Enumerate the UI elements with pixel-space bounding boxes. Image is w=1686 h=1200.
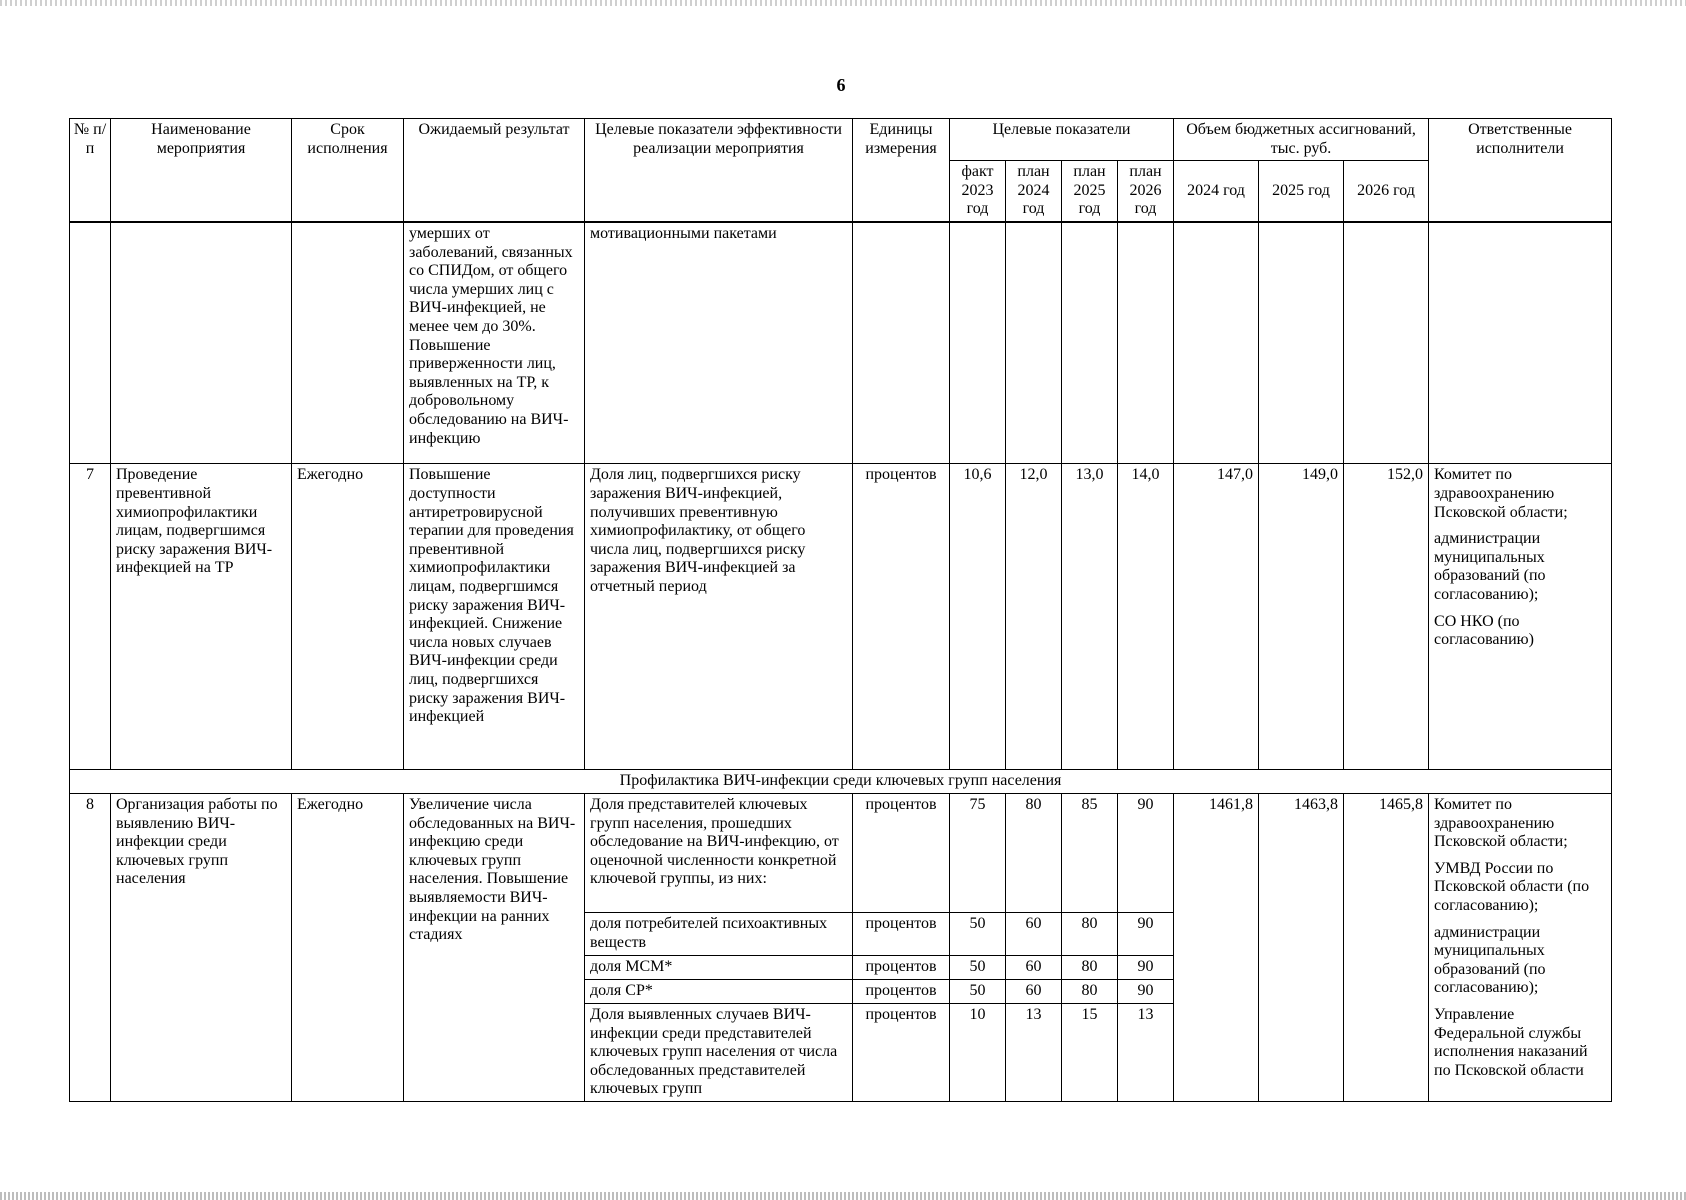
row8-indicator-plan-2024: 13 — [1006, 1004, 1062, 1102]
header-executors: Ответственные исполнители — [1429, 119, 1612, 222]
row7-budget-2025: 149,0 — [1259, 464, 1344, 770]
header-targets: Целевые показатели — [950, 119, 1174, 161]
cell-empty — [1429, 222, 1612, 464]
row8-indicator-text: Доля представителей ключевых групп населения, прошедших обследование на ВИЧ-инфекцию, от оценочной численности конкретной ключевой группы, из них: — [585, 794, 853, 913]
row8-indicator-plan-2026: 13 — [1118, 1004, 1174, 1102]
row7-plan-2024: 12,0 — [1006, 464, 1062, 770]
row8-indicator-text: доля потребителей психоактивных веществ — [585, 913, 853, 956]
continued-indicator: мотивационными пакетами — [585, 222, 853, 464]
row8-indicator-fact-2023: 50 — [950, 980, 1006, 1004]
cell-empty — [1006, 222, 1062, 464]
row8-indicator-unit: процентов — [853, 794, 950, 913]
row8-indicator-plan-2024: 60 — [1006, 956, 1062, 980]
row8-indicator-plan-2025: 15 — [1062, 1004, 1118, 1102]
row7-executor: Комитет по здравоохранению Псковской области; — [1434, 466, 1568, 521]
cell-empty — [292, 222, 404, 464]
header-plan-2026: план 2026 год — [1118, 161, 1174, 222]
row7-plan-2026: 14,0 — [1118, 464, 1174, 770]
row7-fact-2023: 10,6 — [950, 464, 1006, 770]
row8-indicator-text: доля СР* — [585, 980, 853, 1004]
row8-indicator-unit: процентов — [853, 1004, 950, 1102]
row8-indicator-plan-2025: 80 — [1062, 956, 1118, 980]
row8-indicator-unit: процентов — [853, 956, 950, 980]
cell-empty — [950, 222, 1006, 464]
row7-term: Ежегодно — [292, 464, 404, 770]
row8-indicator-fact-2023: 10 — [950, 1004, 1006, 1102]
row8-indicator-plan-2026: 90 — [1118, 913, 1174, 956]
row7-name: Проведение превентивной химиопрофилактики лицам, подвергшимся риску заражения ВИЧ-инфекцией на ТР — [111, 464, 292, 770]
cell-empty — [70, 222, 111, 464]
row8-indicator-plan-2026: 90 — [1118, 956, 1174, 980]
section-row — [70, 770, 1612, 794]
header-units: Единицы измерения — [853, 119, 950, 222]
header-num: № п/п — [70, 119, 111, 222]
table-row-continued — [70, 222, 1612, 464]
table-row-8 — [70, 794, 1612, 913]
row8-indicator-plan-2025: 80 — [1062, 980, 1118, 1004]
header-row-1 — [70, 119, 1612, 161]
row8-indicator-plan-2024: 80 — [1006, 794, 1062, 913]
row7-result: Повышение доступности антиретровирусной терапии для проведения превентивной химиопрофилактики лицам, подвергшимся риску заражения ВИЧ-инфекцией. Снижение числа новых случаев ВИЧ-инфекции среди лиц, подвергшихся риску заражения ВИЧ-инфекцией — [404, 464, 585, 770]
row8-indicator-plan-2026: 90 — [1118, 794, 1174, 913]
row8-budget-2024: 1461,8 — [1174, 794, 1259, 1102]
action-plan-table — [69, 118, 1612, 1102]
row8-indicator-plan-2025: 85 — [1062, 794, 1118, 913]
header-budget-2026: 2026 год — [1344, 161, 1429, 222]
table-row-7 — [70, 464, 1612, 770]
cell-empty — [1174, 222, 1259, 464]
cell-empty — [1259, 222, 1344, 464]
row7-executors — [1429, 464, 1612, 770]
row7-plan-2025: 13,0 — [1062, 464, 1118, 770]
continued-result: умерших от заболеваний, связанных со СПИДом, от общего числа умерших лиц с ВИЧ-инфекцией, не менее чем до 30%. Повышение приверженности лиц, выявленных на ТР, к добровольному обследованию на ВИЧ-инфекцию — [404, 222, 585, 464]
row8-indicator-unit: процентов — [853, 980, 950, 1004]
row8-executor: УМВД России по Псковской области (по согласованию); — [1434, 859, 1590, 915]
row8-indicator-fact-2023: 50 — [950, 913, 1006, 956]
header-indicators: Целевые показатели эффективности реализации мероприятия — [585, 119, 853, 222]
cell-empty — [1062, 222, 1118, 464]
row8-indicator-fact-2023: 50 — [950, 956, 1006, 980]
row8-indicator-plan-2026: 90 — [1118, 980, 1174, 1004]
header-term: Срок исполнения — [292, 119, 404, 222]
row8-indicator-plan-2024: 60 — [1006, 913, 1062, 956]
row7-budget-2024: 147,0 — [1174, 464, 1259, 770]
cell-empty — [1118, 222, 1174, 464]
row7-unit: процентов — [853, 464, 950, 770]
header-budget-2024: 2024 год — [1174, 161, 1259, 222]
row8-executor: Управление Федеральной службы исполнения наказаний по Псковской области — [1434, 1006, 1588, 1079]
row7-executor: администрации муниципальных образований (по согласованию); — [1434, 530, 1546, 604]
scan-edge-top — [0, 0, 1686, 6]
page-number: 6 — [836, 75, 846, 95]
header-budget: Объем бюджетных ассигнований, тыс. руб. — [1174, 119, 1429, 161]
header-result: Ожидаемый результат — [404, 119, 585, 222]
header-fact-2023: факт 2023 год — [950, 161, 1006, 222]
header-plan-2025: план 2025 год — [1062, 161, 1118, 222]
row8-term: Ежегодно — [292, 794, 404, 1102]
scan-edge-bottom — [0, 1192, 1686, 1200]
row8-name: Организация работы по выявлению ВИЧ-инфекции среди ключевых групп населения — [111, 794, 292, 1102]
row7-num: 7 — [70, 464, 111, 770]
row7-budget-2026: 152,0 — [1344, 464, 1429, 770]
cell-empty — [111, 222, 292, 464]
row8-indicator-plan-2024: 60 — [1006, 980, 1062, 1004]
row7-indicator: Доля лиц, подвергшихся риску заражения ВИЧ-инфекцией, получивших превентивную химиопрофилактику, от общего числа лиц, подвергшихся риску заражения ВИЧ-инфекцией за отчетный период — [585, 464, 853, 770]
row8-result: Увеличение числа обследованных на ВИЧ-инфекцию среди ключевых групп населения. Повышение выявляемости ВИЧ-инфекции на ранних стадиях — [404, 794, 585, 1102]
row8-budget-2025: 1463,8 — [1259, 794, 1344, 1102]
row8-executor: администрации муниципальных образований (по согласованию); — [1434, 923, 1546, 997]
section-title: Профилактика ВИЧ-инфекции среди ключевых групп населения — [70, 770, 1612, 794]
row7-executor: СО НКО (по согласованию) — [1434, 612, 1534, 649]
row8-indicator-text: Доля выявленных случаев ВИЧ-инфекции среди представителей ключевых групп населения от числа обследованных представителей ключевых групп — [585, 1004, 853, 1102]
header-plan-2024: план 2024 год — [1006, 161, 1062, 222]
row8-indicator-text: доля МСМ* — [585, 956, 853, 980]
row8-num: 8 — [70, 794, 111, 1102]
cell-empty — [853, 222, 950, 464]
row8-budget-2026: 1465,8 — [1344, 794, 1429, 1102]
header-name: Наименование мероприятия — [111, 119, 292, 222]
row8-executor: Комитет по здравоохранению Псковской области; — [1434, 796, 1568, 851]
row8-indicator-plan-2025: 80 — [1062, 913, 1118, 956]
row8-indicator-unit: процентов — [853, 913, 950, 956]
row8-executors — [1429, 794, 1612, 1102]
row8-indicator-fact-2023: 75 — [950, 794, 1006, 913]
header-budget-2025: 2025 год — [1259, 161, 1344, 222]
cell-empty — [1344, 222, 1429, 464]
